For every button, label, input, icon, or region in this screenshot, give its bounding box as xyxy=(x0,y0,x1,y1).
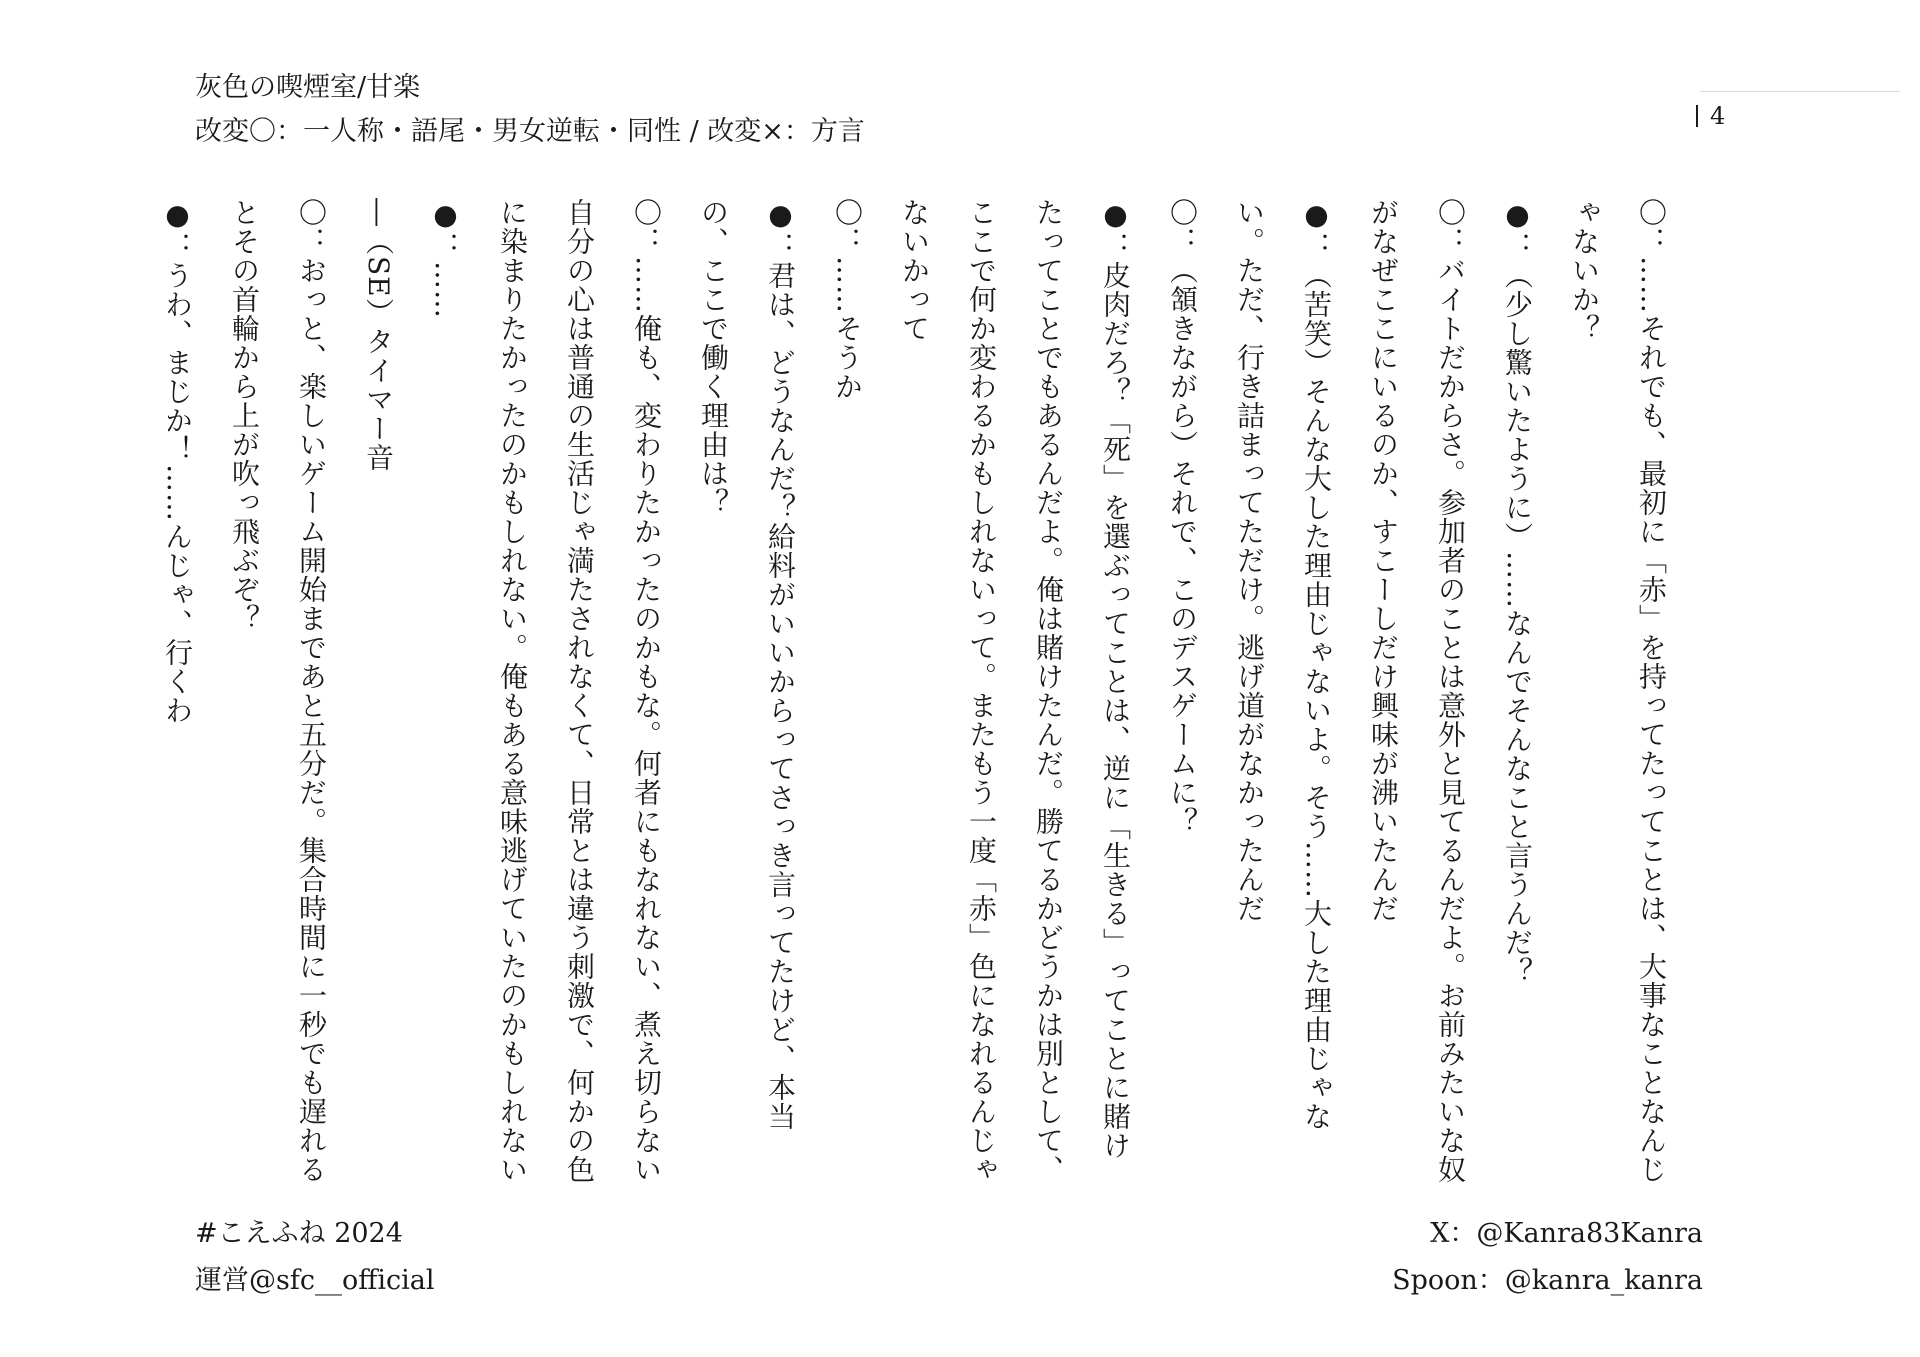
script-line: 〇：……俺も、変わりたかったのかもな。何者にもなれない、煮え切らない自分の心は普通の生活じゃ満たされなくて、日常とは違う刺激で、何かの色に染まりたかったのかもしれない。俺もある意味逃げていたのかもしれない xyxy=(496,198,663,1184)
footer-left xyxy=(195,1210,435,1304)
modification-rules: 改変〇：一人称・語尾・男女逆転・同性 / 改変×：方言 xyxy=(195,116,865,147)
spoon-account: Spoon：@kanra_kanra xyxy=(1392,1265,1703,1296)
footer-right xyxy=(1392,1210,1703,1304)
script-line: ●：皮肉だろ？「死」を選ぶってことは、逆に「生きる」ってことに賭けたってことでもあるんだよ。俺は賭けたんだ。勝てるかどうかは別として、ここで何か変わるかもしれないって。またもう一度「赤」色になれるんじゃないかって xyxy=(898,198,1132,1184)
script-title: 灰色の喫煙室/甘楽 xyxy=(195,72,421,103)
script-line: 〇：……それでも、最初に「赤」を持ってたってことは、大事なことなんじゃないか？ xyxy=(1568,198,1668,1184)
page-number-rule xyxy=(1700,91,1900,92)
script-line: 〇：おっと、楽しいゲーム開始まであと五分だ。集合時間に一秒でも遅れるとその首輪から上が吹っ飛ぶぞ？ xyxy=(228,198,328,1184)
script-line: 〇：（頷きながら）それで、このデスゲームに？ xyxy=(1166,198,1199,836)
sound-effect-line: ―（SE）タイマー音 xyxy=(362,198,395,472)
page-number xyxy=(1696,100,1725,132)
script-line: 〇：バイトだからさ。参加者のことは意外と見てるんだよ。お前みたいな奴がなぜここにいるのか、すこーしだけ興味が沸いたんだ xyxy=(1367,198,1467,1184)
script-line: 〇：……そうか xyxy=(831,198,864,401)
script-line: ●：…… xyxy=(429,198,462,319)
script-line: ●：（少し驚いたように）……なんでそんなこと言うんだ？ xyxy=(1501,198,1534,986)
x-account: X：@Kanra83Kanra xyxy=(1430,1218,1703,1249)
script-line: ●：うわ、まじか！……んじゃ、行くわ xyxy=(161,198,194,725)
script-body xyxy=(144,198,1685,1188)
page-number-value: 4 xyxy=(1710,102,1726,130)
page-header xyxy=(195,66,865,154)
page-number-bar xyxy=(1696,105,1698,127)
script-line: ●：（苦笑）そんな大した理由じゃないよ。そう……大した理由じゃない。ただ、行き詰まってただけ。逃げ道がなかったんだ xyxy=(1233,198,1333,1131)
script-line: ●：君は、どうなんだ？給料がいいからってさっき言ってたけど、本当の、ここで働く理由は？ xyxy=(697,198,797,1131)
operator-account: 運営@sfc__official xyxy=(195,1265,435,1296)
event-hashtag: #こえふね 2024 xyxy=(195,1218,403,1249)
